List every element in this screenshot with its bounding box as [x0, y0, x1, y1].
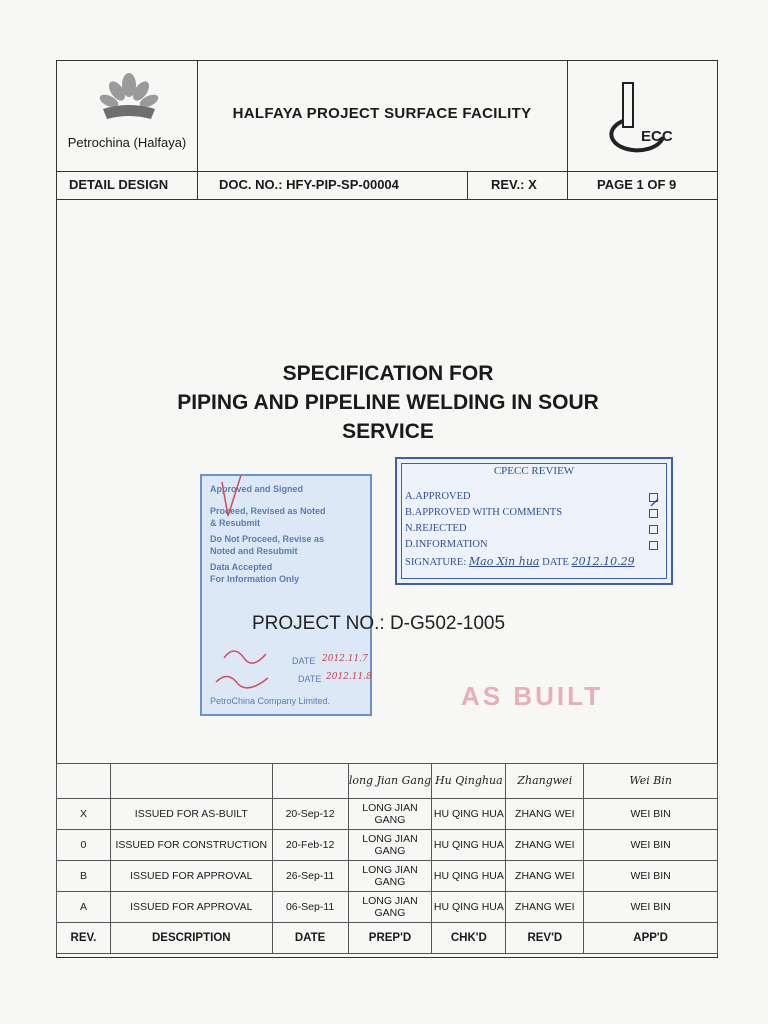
column-header-rev: REV.	[57, 923, 111, 954]
description-cell: ISSUED FOR APPROVAL	[110, 892, 272, 923]
stamp-line-7: For Information Only	[210, 574, 299, 584]
chkd-cell: HU QING HUA	[432, 830, 506, 861]
title-line-3: SERVICE	[342, 420, 434, 443]
date-cell: 26-Sep-11	[272, 861, 348, 892]
document-title	[57, 359, 719, 446]
column-header-date: DATE	[272, 923, 348, 954]
stamp-line-1: Approved and Signed	[210, 484, 304, 494]
as-built-stamp: AS BUILT	[461, 681, 603, 711]
cecc-logo-cell	[567, 61, 719, 171]
revd-cell: ZHANG WEI	[506, 892, 584, 923]
appd-cell: WEI BIN	[584, 830, 718, 861]
table-row	[57, 799, 718, 830]
page-indicator: PAGE 1 OF 9	[597, 177, 677, 192]
review-signature-row	[405, 555, 635, 568]
doc-number: DOC. NO.: HFY-PIP-SP-00004	[219, 177, 399, 192]
signature-chkd: Hu Qinghua	[432, 764, 506, 799]
stamp-line-2: Proceed, Revised as Noted	[210, 506, 326, 516]
cpecc-review-title: CPECC REVIEW	[493, 465, 575, 477]
description-cell: ISSUED FOR CONSTRUCTION	[110, 830, 272, 861]
column-header-revd: REV'D	[506, 923, 584, 954]
stamp-line-4: Do Not Proceed, Revise as	[210, 534, 325, 544]
header-row	[57, 61, 717, 172]
rev-cell: B	[57, 861, 111, 892]
stamp-date-1: 2012.11.7	[322, 654, 368, 664]
appd-cell: WEI BIN	[584, 892, 718, 923]
chkd-cell: HU QING HUA	[432, 892, 506, 923]
date-cell: 06-Sep-11	[272, 892, 348, 923]
stamp-line-3: & Resubmit	[210, 518, 261, 528]
stamp-line-6: Data Accepted	[210, 562, 273, 572]
description-cell: ISSUED FOR AS-BUILT	[110, 799, 272, 830]
table-row	[57, 830, 718, 861]
appd-cell: WEI BIN	[584, 861, 718, 892]
rev-cell: 0	[57, 830, 111, 861]
revision: REV.: X	[491, 177, 537, 192]
reviewer-signature: Mao Xin hua	[468, 555, 540, 568]
stamp-date-label-2: DATE	[298, 674, 322, 684]
company-name: Petrochina (Halfaya)	[67, 135, 187, 150]
revd-cell: ZHANG WEI	[506, 861, 584, 892]
column-header-chkd: CHK'D	[432, 923, 506, 954]
document-info-row	[57, 171, 717, 200]
prepd-cell: LONG JIAN GANG	[348, 861, 432, 892]
column-header-description: DESCRIPTION	[110, 923, 272, 954]
approval-stamp	[200, 474, 372, 716]
cecc-logo-text: ECC	[641, 128, 673, 145]
stamp-date-label-1: DATE	[292, 656, 316, 666]
column-header-appd: APP'D	[584, 923, 718, 954]
review-date: 2012.10.29	[571, 555, 635, 568]
date-cell: 20-Feb-12	[272, 830, 348, 861]
review-option-n: N.REJECTED	[405, 523, 467, 534]
review-date-label: DATE	[542, 557, 569, 568]
stamp-footer: PetroChina Company Limited.	[210, 696, 331, 706]
rev-cell: A	[57, 892, 111, 923]
revision-table	[56, 763, 718, 954]
appd-cell: WEI BIN	[584, 799, 718, 830]
signature-row	[57, 764, 718, 799]
company-logo-cell	[57, 61, 198, 171]
revd-cell: ZHANG WEI	[506, 799, 584, 830]
date-cell: 20-Sep-12	[272, 799, 348, 830]
table-row	[57, 892, 718, 923]
signature-revd: Zhangwei	[506, 764, 584, 799]
stamp-line-5: Noted and Resubmit	[210, 546, 298, 556]
cecc-logo-icon	[567, 61, 719, 171]
project-title-cell	[197, 61, 568, 171]
prepd-cell: LONG JIAN GANG	[348, 830, 432, 861]
chkd-cell: HU QING HUA	[432, 799, 506, 830]
signature-prepd: long Jian Gang	[348, 764, 432, 799]
review-option-b: B.APPROVED WITH COMMENTS	[405, 507, 563, 518]
project-number: PROJECT NO.: D-G502-1005	[252, 613, 506, 634]
red-signature-marks	[202, 476, 370, 714]
cpecc-review-stamp	[395, 457, 673, 585]
table-row	[57, 861, 718, 892]
petrochina-logo-icon	[99, 71, 159, 131]
stamp-date-2: 2012.11.8	[326, 672, 372, 682]
signature-appd: Wei Bin	[584, 764, 718, 799]
description-cell: ISSUED FOR APPROVAL	[110, 861, 272, 892]
review-checkbox-b	[649, 509, 658, 518]
project-title: HALFAYA PROJECT SURFACE FACILITY	[232, 105, 532, 122]
rev-cell: X	[57, 799, 111, 830]
review-checkbox-d	[649, 541, 658, 550]
document-sheet	[56, 60, 718, 958]
title-line-1: SPECIFICATION FOR	[282, 362, 494, 385]
table-header-row	[57, 923, 718, 954]
prepd-cell: LONG JIAN GANG	[348, 892, 432, 923]
review-checkbox-n	[649, 525, 658, 534]
prepd-cell: LONG JIAN GANG	[348, 799, 432, 830]
revd-cell: ZHANG WEI	[506, 830, 584, 861]
signature-label: SIGNATURE:	[405, 557, 467, 568]
review-option-a: A.APPROVED	[405, 491, 471, 502]
column-header-prepd: PREP'D	[348, 923, 432, 954]
review-option-d: D.INFORMATION	[405, 539, 488, 550]
chkd-cell: HU QING HUA	[432, 861, 506, 892]
review-checkbox-a	[649, 493, 658, 502]
title-line-2: PIPING AND PIPELINE WELDING IN SOUR	[177, 391, 599, 414]
design-stage: DETAIL DESIGN	[69, 177, 169, 192]
